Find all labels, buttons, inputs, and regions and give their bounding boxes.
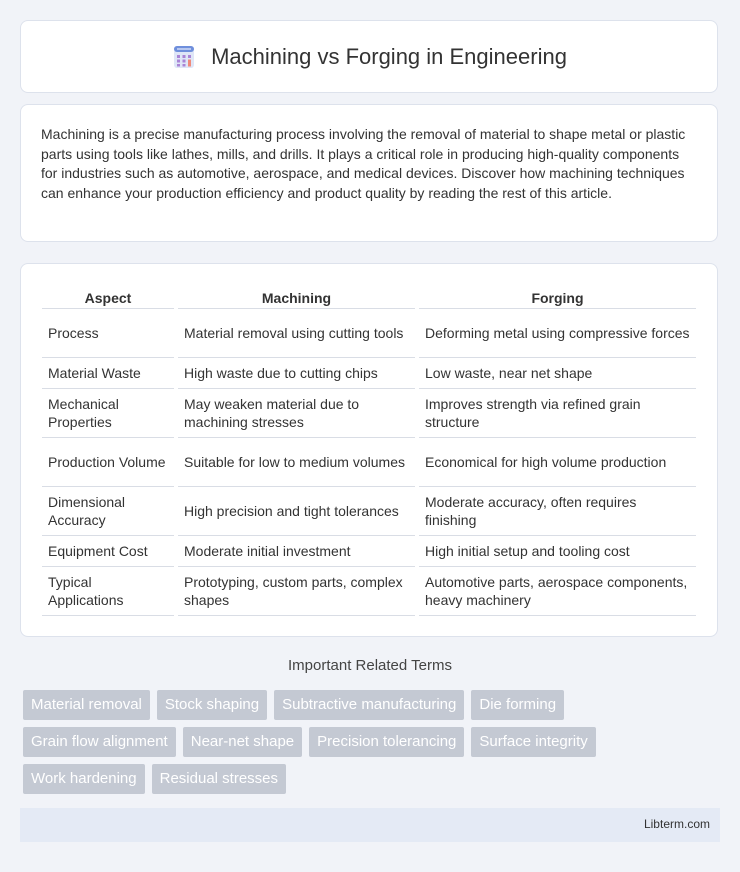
table-row	[42, 389, 696, 438]
table-cell: Dimensional Accuracy	[42, 487, 174, 536]
table-header-row	[42, 284, 696, 309]
table-cell: Suitable for low to medium volumes	[178, 438, 415, 487]
table-cell: May weaken material due to machining stresses	[178, 389, 415, 438]
table-row	[42, 358, 696, 389]
header-card	[20, 20, 718, 93]
table-row	[42, 438, 696, 487]
comparison-table	[38, 284, 700, 616]
table-cell: Production Volume	[42, 438, 174, 487]
table-cell: High precision and tight tolerances	[178, 487, 415, 536]
related-terms-title: Important Related Terms	[288, 657, 452, 674]
related-term-tag[interactable]: Surface integrity	[471, 727, 595, 757]
related-term-tag[interactable]: Work hardening	[23, 764, 145, 794]
table-cell: Economical for high volume production	[419, 438, 696, 487]
related-term-tag[interactable]: Subtractive manufacturing	[274, 690, 464, 720]
related-term-tag[interactable]: Near-net shape	[183, 727, 302, 757]
calculator-icon	[171, 44, 197, 70]
intro-text: Machining is a precise manufacturing process involving the removal of material to shape metal or plastic parts using tools like lathes, mills, and drills. It plays a critical role in producing high-quality components for industries such as automotive, aerospace, and medical devices. Discover how machining techniques can enhance your production efficiency and product quality by reading the rest of this article.	[41, 126, 686, 201]
column-header: Forging	[419, 284, 696, 309]
related-term-tag[interactable]: Grain flow alignment	[23, 727, 176, 757]
table-cell: Moderate initial investment	[178, 536, 415, 567]
table-cell: Deforming metal using compressive forces	[419, 309, 696, 358]
comparison-card	[20, 263, 718, 637]
table-cell: Typical Applications	[42, 567, 174, 616]
table-cell: High waste due to cutting chips	[178, 358, 415, 389]
intro-card	[20, 104, 718, 242]
table-cell: Prototyping, custom parts, complex shapes	[178, 567, 415, 616]
related-term-tag[interactable]: Material removal	[23, 690, 150, 720]
table-cell: High initial setup and tooling cost	[419, 536, 696, 567]
related-term-tag[interactable]: Stock shaping	[157, 690, 267, 720]
table-row	[42, 487, 696, 536]
table-cell: Automotive parts, aerospace components, heavy machinery	[419, 567, 696, 616]
column-header: Aspect	[42, 284, 174, 309]
table-cell: Mechanical Properties	[42, 389, 174, 438]
footer	[20, 808, 720, 842]
column-header: Machining	[178, 284, 415, 309]
table-row	[42, 567, 696, 616]
table-row	[42, 536, 696, 567]
related-term-tag[interactable]: Precision tolerancing	[309, 727, 464, 757]
table-cell: Process	[42, 309, 174, 358]
table-cell: Moderate accuracy, often requires finishing	[419, 487, 696, 536]
page-title: Machining vs Forging in Engineering	[211, 43, 567, 69]
table-cell: Improves strength via refined grain structure	[419, 389, 696, 438]
table-row	[42, 309, 696, 358]
table-cell: Material removal using cutting tools	[178, 309, 415, 358]
footer-site-link[interactable]: Libterm.com	[643, 817, 710, 831]
table-cell: Low waste, near net shape	[419, 358, 696, 389]
related-terms-list	[23, 690, 723, 794]
related-term-tag[interactable]: Die forming	[471, 690, 564, 720]
table-cell: Equipment Cost	[42, 536, 174, 567]
table-cell: Material Waste	[42, 358, 174, 389]
related-term-tag[interactable]: Residual stresses	[152, 764, 286, 794]
